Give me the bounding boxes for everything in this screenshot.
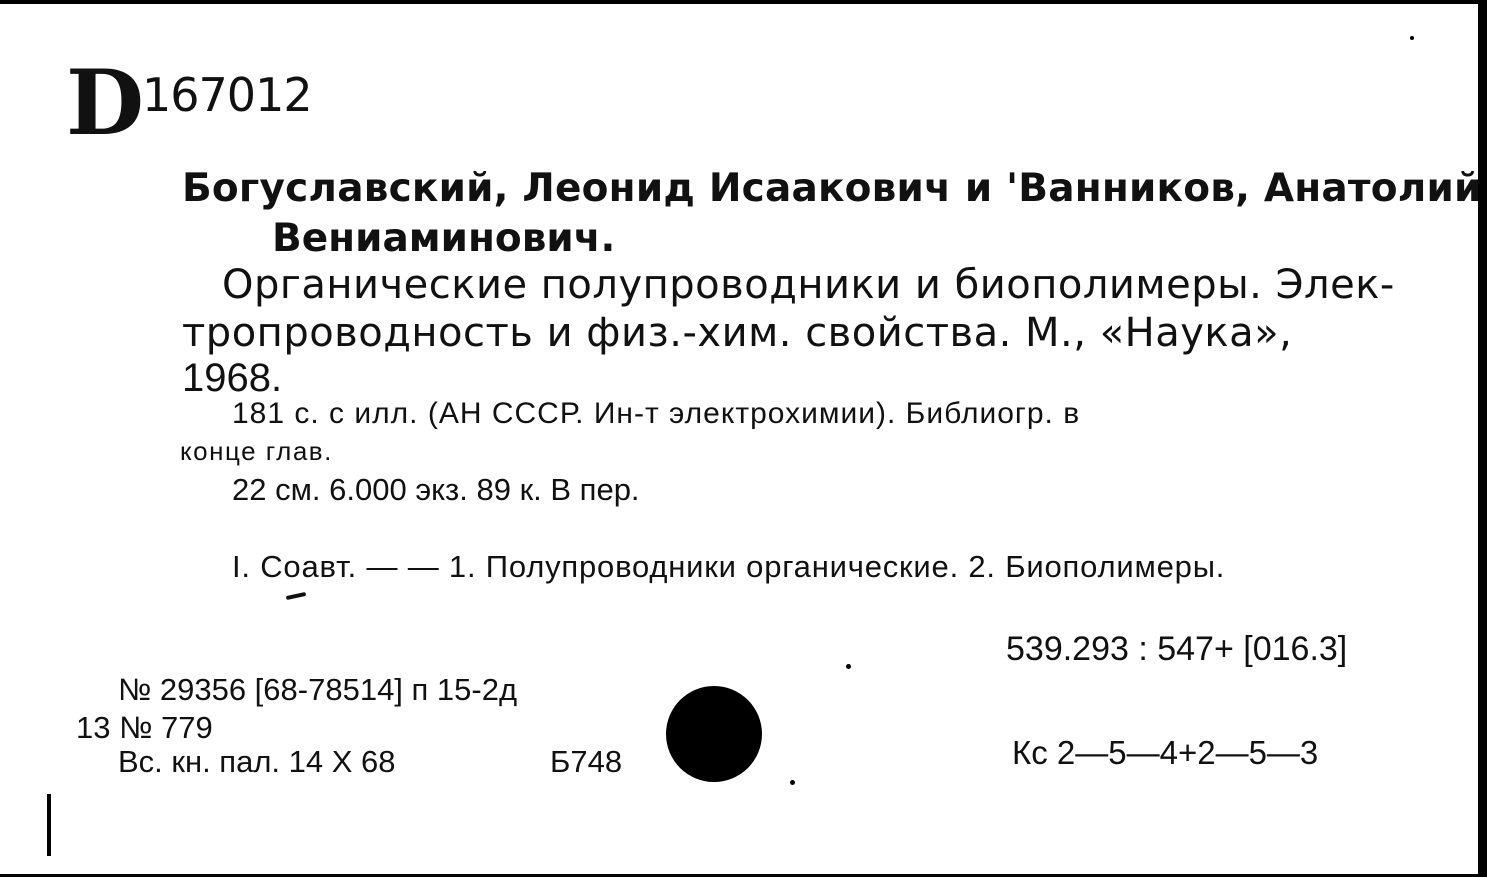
punch-hole	[666, 686, 762, 782]
title-line-2: тропроводность и физ.-хим. свойства. М., «Наука»,	[182, 310, 1293, 356]
speck	[1410, 36, 1414, 40]
title-line-1: Органические полупроводники и биополимеры. Элек-	[222, 262, 1395, 308]
classification-index: Кс 2—5—4+2—5—3	[1012, 734, 1319, 771]
publication-year: 1968.	[182, 356, 283, 400]
authors-line-1: Богуславский, Леонид Исаакович и 'Ванников, Анатолий	[182, 166, 1482, 211]
inventory-line-1: № 29356 [68-78514] п 15-2д	[118, 672, 518, 707]
tracings: I. Соавт. — — 1. Полупроводники органические. 2. Биополимеры.	[232, 549, 1226, 584]
margin-mark	[47, 794, 51, 856]
speck	[846, 664, 851, 669]
inventory-line-2: 13 № 779	[76, 710, 213, 745]
collation-line-1: 181 с. с илл. (АН СССР. Ин-т электрохимии). Библиогр. в	[232, 397, 1081, 430]
inventory-line-3: Вс. кн. пал. 14 X 68	[118, 744, 396, 779]
call-number: 167012	[142, 68, 312, 122]
udc-index: 539.293 : 547+ [016.3]	[1006, 630, 1348, 668]
call-number-letter: D	[66, 50, 143, 156]
physical-description: 22 см. 6.000 экз. 89 к. В пер.	[232, 472, 640, 507]
speck	[790, 780, 795, 785]
authors-line-2: Вениаминович.	[272, 216, 616, 261]
pen-mark	[286, 592, 306, 600]
inventory-code: Б748	[550, 744, 623, 779]
collation-line-2: конце глав.	[180, 436, 333, 466]
